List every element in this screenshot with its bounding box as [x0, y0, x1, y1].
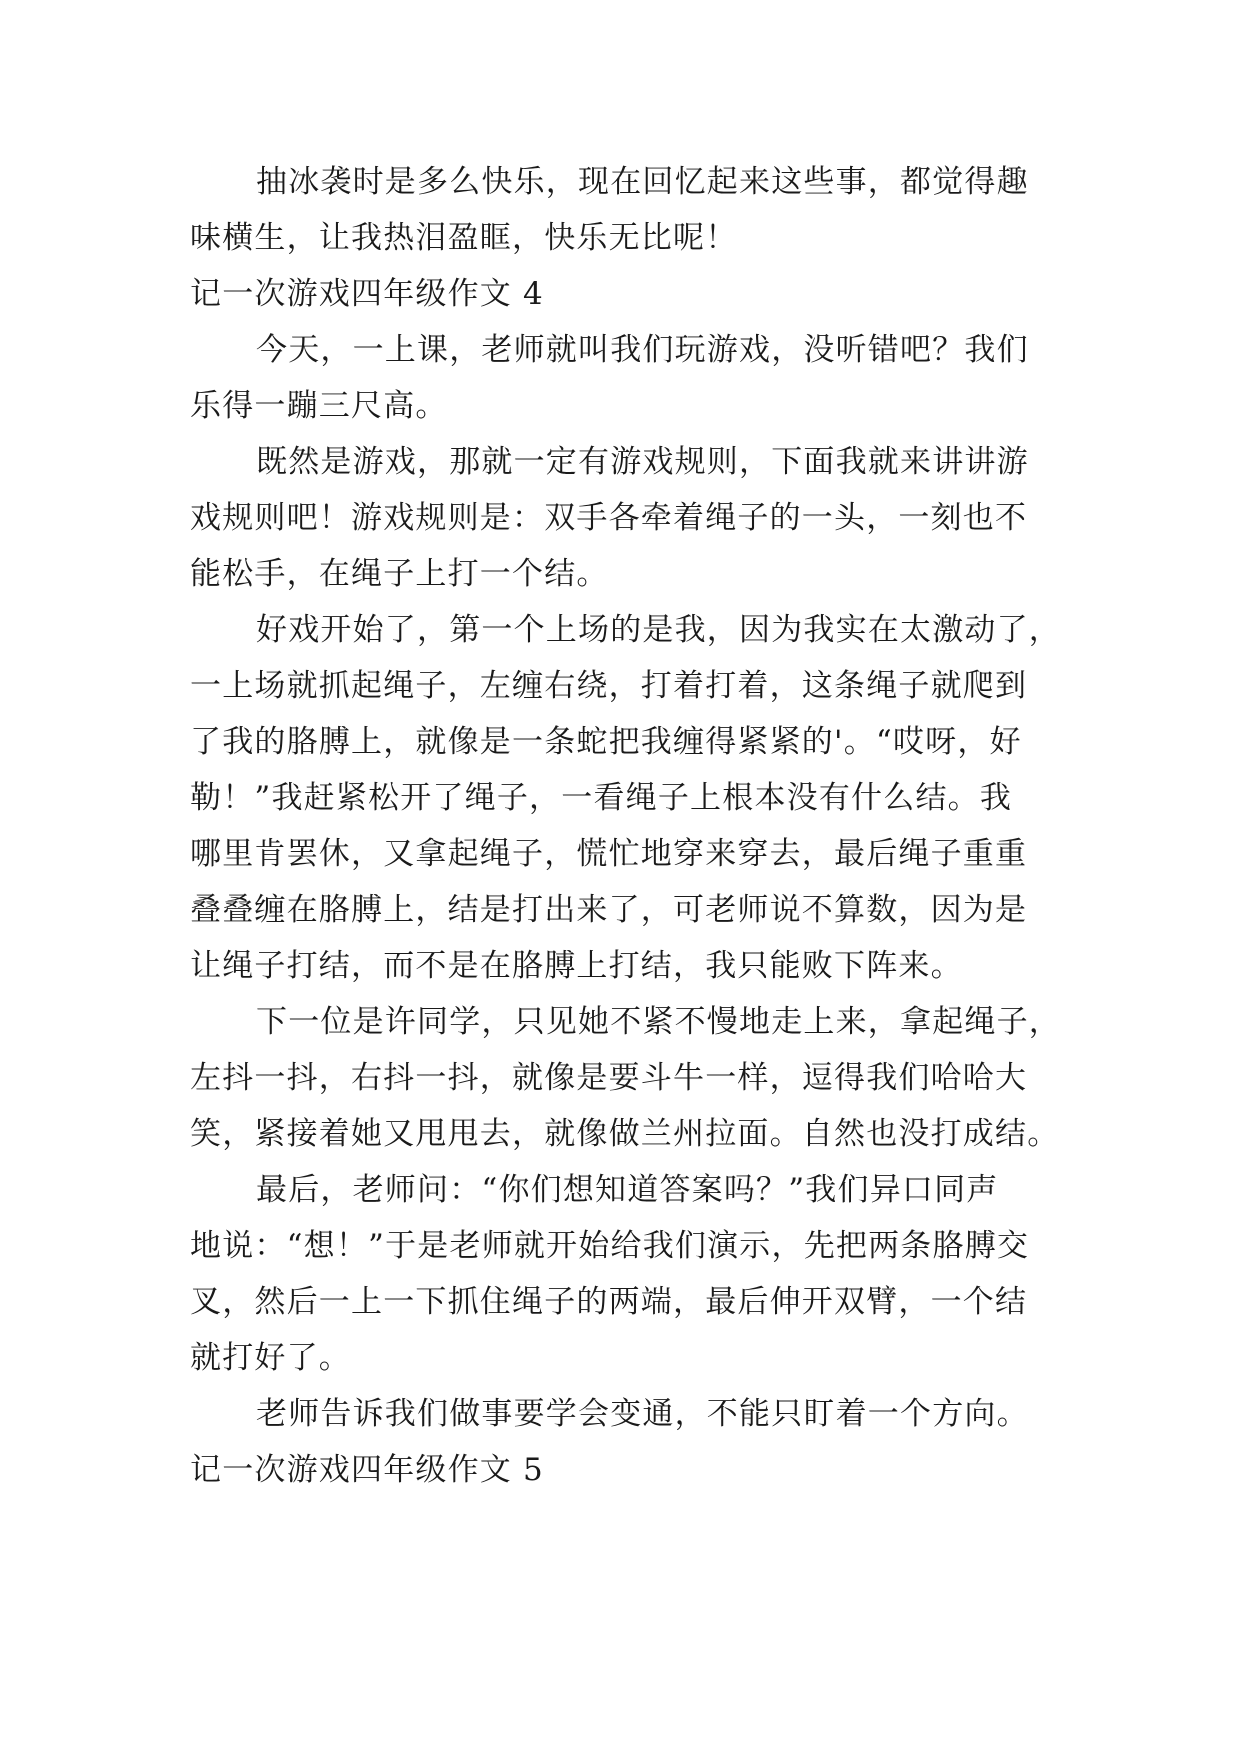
paragraph-line: 老师告诉我们做事要学会变通，不能只盯着一个方向。 [256, 1396, 1029, 1432]
paragraph-line: 叠叠缠在胳膊上，结是打出来了，可老师说不算数，因为是 [190, 892, 1028, 928]
paragraph-line: 哪里肯罢休，又拿起绳子，慌忙地穿来穿去，最后绳子重重 [190, 836, 1028, 872]
paragraph-line: 戏规则吧！游戏规则是：双手各牵着绳子的一头，一刻也不 [190, 500, 1028, 536]
paragraph-line: 抽冰袭时是多么快乐，现在回忆起来这些事，都觉得趣 [256, 164, 1029, 200]
paragraph-line: 勒！”我赶紧松开了绳子，一看绳子上根本没有什么结。我 [190, 780, 1013, 816]
paragraph-line: 叉，然后一上一下抓住绳子的两端，最后伸开双臂，一个结 [190, 1284, 1028, 1320]
paragraph-line: 让绳子打结，而不是在胳膊上打结，我只能败下阵来。 [190, 948, 963, 984]
paragraph-line: 既然是游戏，那就一定有游戏规则，下面我就来讲讲游 [256, 444, 1029, 480]
paragraph-line: 就打好了。 [190, 1340, 351, 1376]
section-heading: 记一次游戏四年级作文 4 [190, 276, 544, 312]
paragraph-line: 地说：“想！”于是老师就开始给我们演示，先把两条胳膊交 [190, 1228, 1030, 1264]
paragraph-line: 笑，紧接着她又甩甩去，就像做兰州拉面。自然也没打成结。 [190, 1116, 1060, 1152]
paragraph-line: 今天，一上课，老师就叫我们玩游戏，没听错吧？我们 [256, 332, 1029, 368]
paragraph-line: 能松手，在绳子上打一个结。 [190, 556, 609, 592]
paragraph-line: 最后，老师问：“你们想知道答案吗？”我们异口同声 [256, 1172, 999, 1208]
paragraph-line: 好戏开始了，第一个上场的是我，因为我实在太激动了， [256, 612, 1061, 648]
paragraph-line: 乐得一蹦三尺高。 [190, 388, 448, 424]
paragraph-line: 一上场就抓起绳子，左缠右绕，打着打着，这条绳子就爬到 [190, 668, 1028, 704]
section-heading: 记一次游戏四年级作文 5 [190, 1452, 544, 1488]
paragraph-line: 下一位是许同学，只见她不紧不慢地走上来，拿起绳子， [256, 1004, 1061, 1040]
paragraph-line: 味横生，让我热泪盈眶，快乐无比呢！ [190, 220, 738, 256]
paragraph-line: 了我的胳膊上，就像是一条蛇把我缠得紧紧的'。“哎呀，好 [190, 724, 1022, 760]
paragraph-line: 左抖一抖，右抖一抖，就像是要斗牛一样，逗得我们哈哈大 [190, 1060, 1028, 1096]
